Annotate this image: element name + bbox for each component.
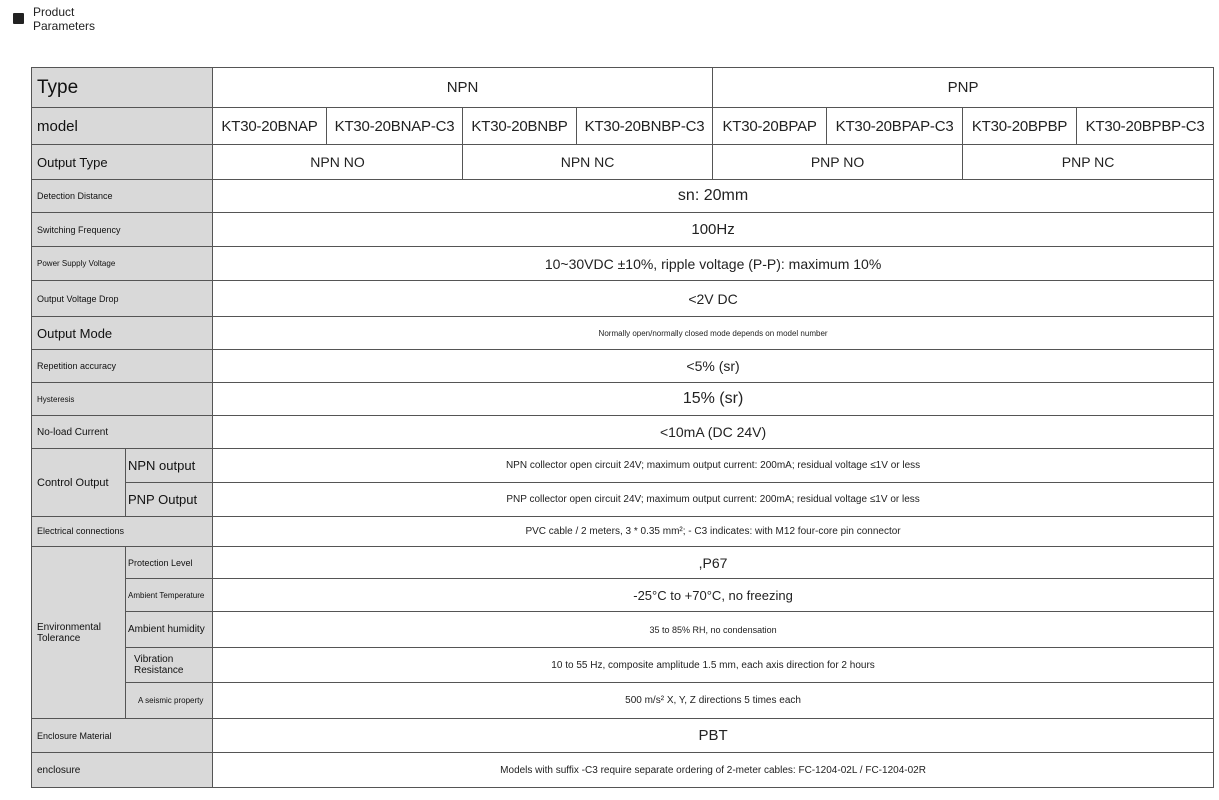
table-row [32, 108, 1214, 145]
model-cell: KT30-20BPBP [963, 108, 1077, 145]
table-row [32, 517, 1214, 547]
no-load-current-label: No-load Current [32, 416, 213, 449]
repetition-accuracy-label: Repetition accuracy [32, 350, 213, 383]
aseismic-property-value: 500 m/s² X, Y, Z directions 5 times each [213, 683, 1214, 719]
model-cell: KT30-20BNBP [463, 108, 577, 145]
control-output-label: Control Output [32, 449, 126, 517]
repetition-accuracy-value: <5% (sr) [213, 350, 1214, 383]
table-row [32, 612, 1214, 648]
table-row [32, 719, 1214, 753]
table-row [32, 547, 1214, 579]
table-row [32, 648, 1214, 683]
table-row [32, 68, 1214, 108]
model-label: model [32, 108, 213, 145]
ambient-humidity-value: 35 to 85% RH, no condensation [213, 612, 1214, 648]
table-row [32, 683, 1214, 719]
table-row [32, 180, 1214, 213]
enclosure-material-label: Enclosure Material [32, 719, 213, 753]
output-type-label: Output Type [32, 145, 213, 180]
environmental-tolerance-label: Environmental Tolerance [32, 547, 126, 719]
vibration-resistance-label: Vibration Resistance [126, 648, 213, 683]
table-row [32, 247, 1214, 281]
output-type-cell: NPN NO [213, 145, 463, 180]
section-header [13, 5, 113, 33]
bullet-square-icon [13, 13, 24, 24]
switching-frequency-label: Switching Frequency [32, 213, 213, 247]
table-row [32, 213, 1214, 247]
npn-header: NPN [213, 68, 713, 108]
output-type-cell: NPN NC [463, 145, 713, 180]
pnp-output-label: PNP Output [126, 483, 213, 517]
table-row [32, 753, 1214, 788]
output-type-cell: PNP NC [963, 145, 1214, 180]
electrical-connections-label: Electrical connections [32, 517, 213, 547]
output-voltage-drop-value: <2V DC [213, 281, 1214, 317]
product-parameters-table [31, 67, 1214, 788]
no-load-current-value: <10mA (DC 24V) [213, 416, 1214, 449]
electrical-connections-value: PVC cable / 2 meters, 3 * 0.35 mm²; - C3 indicates: with M12 four-core pin connector [213, 517, 1214, 547]
table-row [32, 145, 1214, 180]
npn-output-label: NPN output [126, 449, 213, 483]
table-row [32, 416, 1214, 449]
aseismic-property-label: A seismic property [126, 683, 213, 719]
protection-level-value: ,P67 [213, 547, 1214, 579]
protection-level-label: Protection Level [126, 547, 213, 579]
ambient-humidity-label: Ambient humidity [126, 612, 213, 648]
model-cell: KT30-20BNAP [213, 108, 327, 145]
section-title: Product Parameters [33, 5, 96, 33]
output-mode-value: Normally open/normally closed mode depends on model number [213, 317, 1214, 350]
enclosure-value: Models with suffix -C3 require separate ordering of 2-meter cables: FC-1204-02L / FC-1204-02R [213, 753, 1214, 788]
enclosure-material-value: PBT [213, 719, 1214, 753]
detection-distance-value: sn: 20mm [213, 180, 1214, 213]
power-supply-voltage-label: Power Supply Voltage [32, 247, 213, 281]
table-row [32, 579, 1214, 612]
model-cell: KT30-20BPAP [713, 108, 827, 145]
table-row [32, 350, 1214, 383]
type-label: Type [32, 68, 213, 108]
hysteresis-label: Hysteresis [32, 383, 213, 416]
detection-distance-label: Detection Distance [32, 180, 213, 213]
table-row [32, 449, 1214, 483]
output-mode-label: Output Mode [32, 317, 213, 350]
npn-output-value: NPN collector open circuit 24V; maximum output current: 200mA; residual voltage ≤1V or less [213, 449, 1214, 483]
ambient-temperature-value: -25°C to +70°C, no freezing [213, 579, 1214, 612]
output-type-cell: PNP NO [713, 145, 963, 180]
model-cell: KT30-20BPBP-C3 [1077, 108, 1214, 145]
output-voltage-drop-label: Output Voltage Drop [32, 281, 213, 317]
table-row [32, 281, 1214, 317]
model-cell: KT30-20BNBP-C3 [577, 108, 713, 145]
ambient-temperature-label: Ambient Temperature [126, 579, 213, 612]
pnp-header: PNP [713, 68, 1214, 108]
model-cell: KT30-20BNAP-C3 [327, 108, 463, 145]
model-cell: KT30-20BPAP-C3 [827, 108, 963, 145]
table-row [32, 383, 1214, 416]
table-row [32, 483, 1214, 517]
vibration-resistance-value: 10 to 55 Hz, composite amplitude 1.5 mm, each axis direction for 2 hours [213, 648, 1214, 683]
switching-frequency-value: 100Hz [213, 213, 1214, 247]
hysteresis-value: 15% (sr) [213, 383, 1214, 416]
pnp-output-value: PNP collector open circuit 24V; maximum output current: 200mA; residual voltage ≤1V or less [213, 483, 1214, 517]
table-row [32, 317, 1214, 350]
enclosure-label: enclosure [32, 753, 213, 788]
power-supply-voltage-value: 10~30VDC ±10%, ripple voltage (P-P): maximum 10% [213, 247, 1214, 281]
